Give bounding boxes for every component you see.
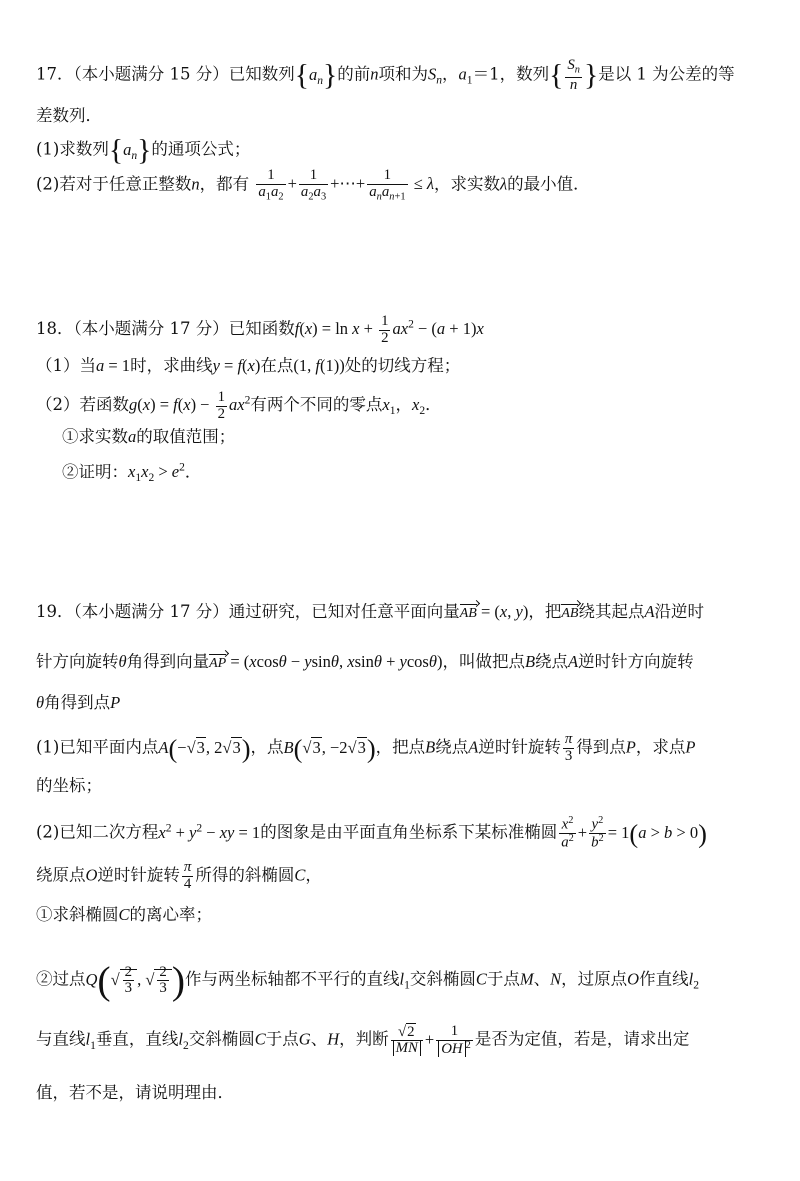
q19-part-2-cont: 绕原点O逆时针旋转 $\frac{\pi}{4}$ 所得的斜椭圆C，: [36, 859, 322, 892]
math-fx-definition: f(x) = ln x + $\frac{1}{2}$ $ax^2 - (a + 1)x$: [294, 313, 484, 346]
q17-line-2: 差数列．: [36, 106, 102, 125]
math-point-q: Q(√ $\frac{2}{3}$ , √ $\frac{2}{3}$ ): [85, 958, 186, 1002]
math-quadratic-equation: $x^2 + y^2$ − xy = 1: [158, 822, 261, 842]
math-ratio-expression: $\frac{√2}{MN}$ + $\frac{1}{OH ^2}$: [389, 1030, 475, 1049]
q19-line-3: θ角得到点P: [36, 693, 121, 712]
q19-line-1: 19．（本小题满分 17 分）通过研究，已知对任意平面向量AB = (x, y)，把AB绕其起点A沿逆时: [36, 602, 705, 621]
q17-part-1: (1)求数列$\{a_n\}$的通项公式；: [36, 134, 251, 166]
math-point-a: A(−√3, 2√3): [158, 732, 251, 763]
math-ellipse-equation: $\frac{x^2}{a^2}$ + $\frac{y^2}{b^2}$ = 1(a > b > 0): [561, 815, 707, 851]
math-seq-sn-over-n: { $\frac{S_n}{n}$ }: [549, 57, 599, 93]
q19-subpart-2-cont: 与直线$l_1$垂直，直线$l_2$交斜椭圆C于点G、H，判断 $\frac{√2}{MN}$ + $\frac{1}{OH ^2}$ 是否为定值，若是，请求出定: [36, 1023, 690, 1058]
q17-part-2: (2)若对于任意正整数n，都有 $\frac{1}{a_1a_2}$ + $\frac{1}{a_2a_3}$ +⋯+ $\frac{1}{a_na_{n+1}}$ ≤ λ，求实数λ的最小值．: [36, 167, 590, 203]
math-seq-an: $\{a_n\}$: [294, 59, 338, 91]
math-point-b: B(√3, −2√3): [283, 732, 376, 763]
q19-part-1: (1)已知平面内点A(−√3, 2√3)，点B(√3, −2√3)，把点B绕点A逆时针旋转 $\frac{\pi}{3}$ 得到点P，求点P: [36, 731, 696, 764]
q19-subpart-2: ②过点Q(√ $\frac{2}{3}$ , √ $\frac{2}{3}$ )作与两坐标轴都不平行的直线$l_1$交斜椭圆C于点M、N，过原点O作直线$l_2$: [36, 958, 699, 1002]
q18-part-1: （1）当a = 1时，求曲线y = f(x)在点(1, f(1))处的切线方程；: [36, 356, 461, 375]
q19-line-2: 针方向旋转θ角得到向量AP = (xcosθ − ysinθ, xsinθ + ycosθ)，叫做把点B绕点A逆时针方向旋转: [36, 652, 694, 671]
q17-line-1: 17．（本小题满分 15 分）已知数列$\{a_n\}$的前n项和为$S_n$，$a_1=1$，数列{ $\frac{S_n}{n}$ }是以 1 为公差的等: [36, 57, 735, 93]
q18-subpart-1: ①求实数a的取值范围；: [62, 427, 236, 446]
q18-subpart-2: ②证明：$x_1x_2 > e^2$．: [62, 462, 202, 485]
q18-line-1: 18．（本小题满分 17 分）已知函数f(x) = ln x + $\frac{1}{2}$ $ax^2 - (a + 1)x$: [36, 313, 484, 346]
q19-subpart-2-end: 值，若不是，请说明理由．: [36, 1083, 234, 1102]
math-inequality-sum: $\frac{1}{a_1a_2}$ + $\frac{1}{a_2a_3}$ +⋯+ $\frac{1}{a_na_{n+1}}$ ≤ λ: [258, 167, 434, 203]
q19-subpart-1: ①求斜椭圆C的离心率；: [36, 905, 213, 924]
math-rotation-vector: AP = (xcosθ − ysinθ, xsinθ + ycosθ): [209, 652, 443, 671]
q19-part-2: (2)已知二次方程$x^2 + y^2$ − xy = 1的图象是由平面直角坐标系下某标准椭圆 $\frac{x^2}{a^2}$ + $\frac{y^2}{b^2}$ = 1(a > b > 0): [36, 815, 707, 851]
q18-part-2: （2）若函数g(x) = f(x) − $\frac{1}{2}$ $ax^2$有两个不同的零点$x_1$，$x_2$．: [36, 389, 442, 422]
q19-part-1-cont: 的坐标；: [36, 776, 102, 795]
math-gx-definition: g(x) = f(x) − $\frac{1}{2}$ $ax^2$: [129, 389, 251, 422]
